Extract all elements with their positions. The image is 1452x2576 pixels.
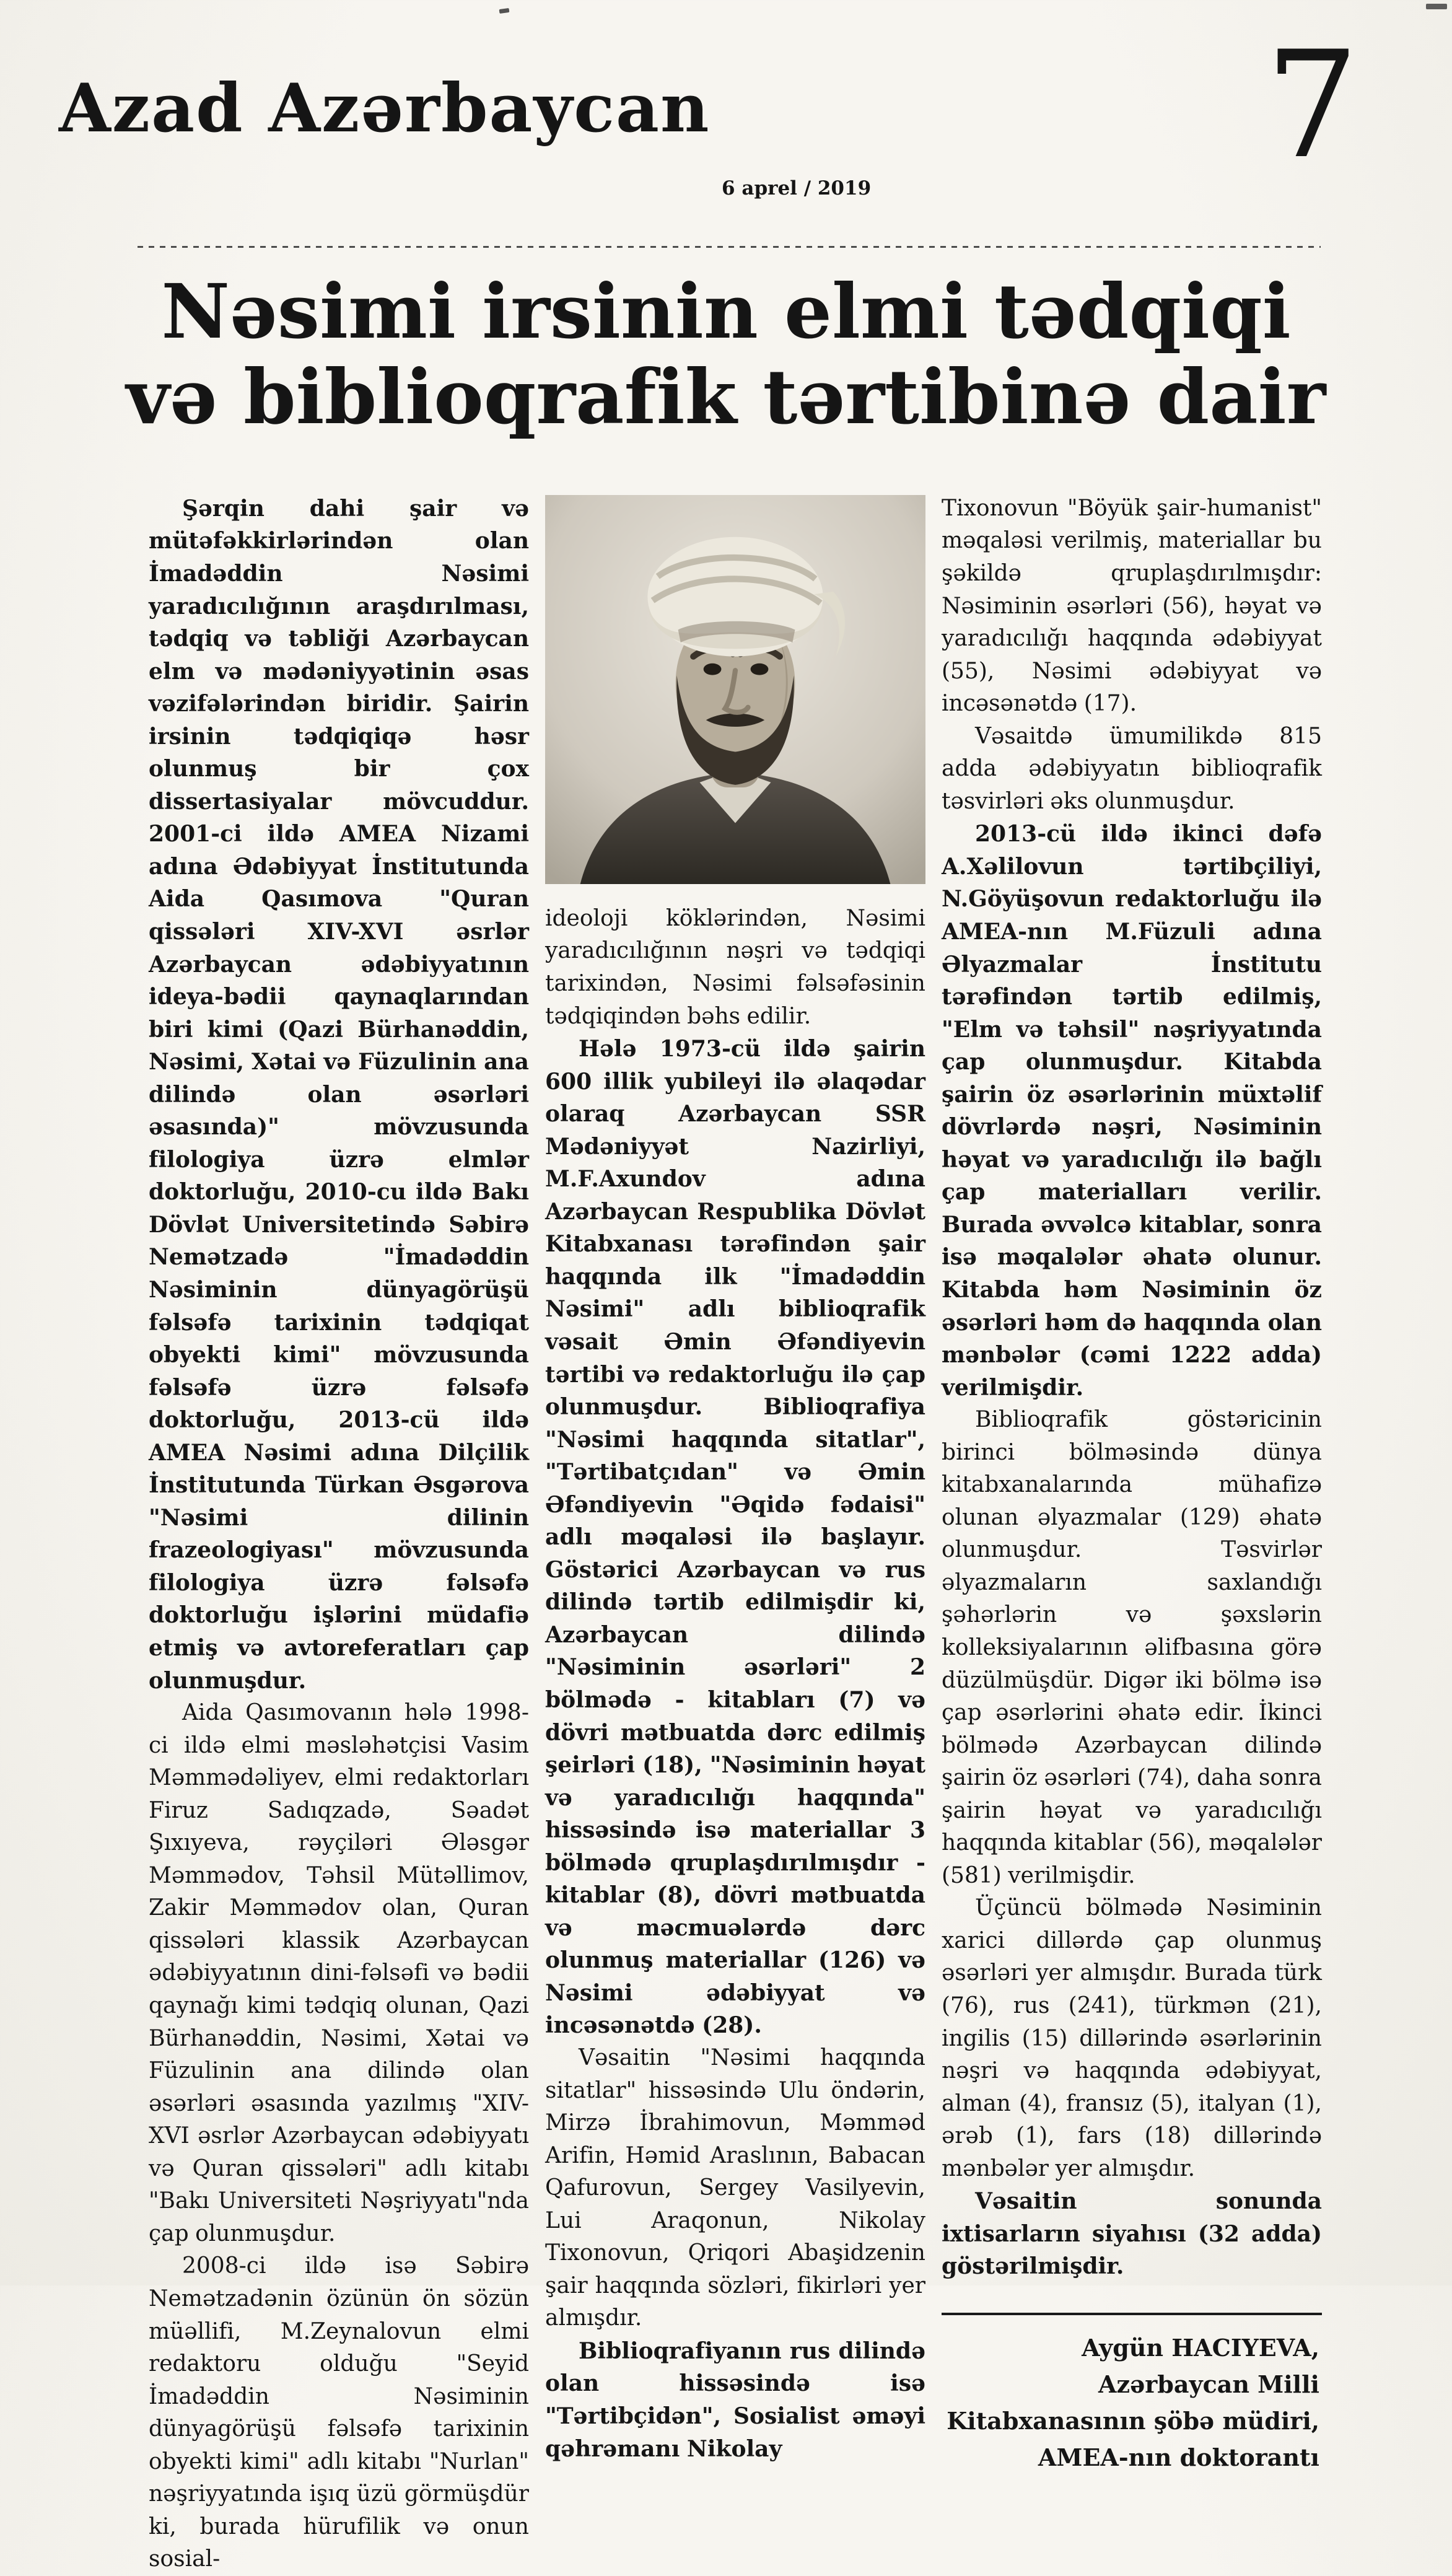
signature-line: Kitabxanasının şöbə müdiri, <box>947 2406 1319 2435</box>
nasimi-portrait-image <box>545 495 925 884</box>
article-paragraph: 2008-ci ildə isə Səbirə Nemətzadənin özünün ön sözün müəllifi, M.Zeynalovun elmi redaktoru olduğu "Seyid İmadəddin Nəsiminin dünyagörüşü fəlsəfə tarixinin obyekti kimi" adlı kitabı "Nurlan" nəşriyyatında işıq üzü görmüşdür ki, burada hürufilik və onun sosial- <box>149 2253 529 2572</box>
author-signature <box>942 2330 1322 2476</box>
newspaper-masthead: Azad Azərbaycan <box>59 69 711 147</box>
article-body <box>149 493 1322 2576</box>
article-column-1 <box>149 493 529 2576</box>
signature-block <box>942 2313 1322 2476</box>
signature-line: Azərbaycan Milli <box>1098 2370 1319 2398</box>
article-headline <box>25 269 1427 440</box>
header-divider <box>138 246 1321 248</box>
headline-line-2: və biblioqrafik tərtibinə dair <box>126 352 1326 441</box>
article-paragraph: ideoloji köklərindən, Nəsimi yaradıcılığının nəşri və tədqiqi tarixindən, Nəsimi fəlsəfəsinin tədqiqindən bəhs edilir. <box>545 905 925 1029</box>
article-column-3-text <box>942 493 1322 2283</box>
article-paragraph: Biblioqrafik göstəricinin birinci bölməsində dünya kitabxanalarında mühafizə olunan əlyazmalar (129) əhatə olunmuşdur. Təsvirlər əlyazmaların saxlandığı şəhərlərin və şəxslərin kolleksiyalarının əlifbasına görə düzülmüşdür. Digər iki bölmə isə çap əsərlərini əhatə edir. İkinci bölmədə Azərbaycan dilində şairin öz əsərləri (74), daha sonra şairin həyat və yaradıcılığı haqqında kitablar (56), məqalələr (581) verilmişdir. <box>942 1407 1322 1888</box>
signature-divider <box>942 2313 1322 2315</box>
article-paragraph: Biblioqrafiyanın rus dilində olan hissəsində isə "Tərtibçidən", Sosialist əməyi qəhrəmanı Nikolay <box>545 2337 925 2462</box>
article-paragraph: Hələ 1973-cü ildə şairin 600 illik yubileyi ilə əlaqədar olaraq Azərbaycan SSR Mədəniyyət Nazirliyi, M.F.Axundov adına Azərbaycan Respublika Dövlət Kitabxanası tərəfindən şair haqqında ilk "İmadəddin Nəsimi" adlı biblioqrafik vəsait Əmin Əfəndiyevin tərtibi və redaktorluğu ilə çap olunmuşdur. Biblioqrafiya "Nəsimi haqqında sitatlar", "Tərtibatçıdan" və Əmin Əfəndiyevin "Əqidə fədaisi" adlı məqaləsi ilə başlayır. Göstərici Azərbaycan və rus dilində tərtib edilmişdir ki, Azərbaycan dilində "Nəsiminin əsərləri" 2 bölmədə - kitabları (7) və dövri mətbuatda dərc edilmiş şeirləri (18), "Nəsiminin həyat və yaradıcılığı haqqında" hissəsində isə materiallar 3 bölmədə qruplaşdırılmışdır - kitablar (8), dövri mətbuatda və məcmuələrdə dərc olunmuş materiallar (126) və Nəsimi ədəbiyyat və incəsənətdə (28). <box>545 1036 925 2039</box>
article-paragraph: Vəsaitdə ümumilikdə 815 adda ədəbiyyatın biblioqrafik təsvirləri əks olunmuşdur. <box>942 723 1322 814</box>
article-paragraph: Üçüncü bölmədə Nəsiminin xarici dillərdə çap olunmuş əsərləri yer almışdır. Burada türk (76), rus (241), türkmən (21), ingilis (15) dillərində əsərlərinin nəşri və haqqında ədəbiyyat, alman (4), fransız (5), italyan (1), ərəb (1), fars (18) dillərində mənbələr yer almışdır. <box>942 1895 1322 2181</box>
signature-line: Aygün HACIYEVA, <box>1082 2333 1319 2362</box>
article-column-2 <box>545 493 925 2465</box>
article-column-3 <box>942 493 1322 2476</box>
article-paragraph: Aida Qasımovanın hələ 1998-ci ildə elmi məsləhətçisi Vasim Məmmədəliyev, elmi redaktorları Firuz Sadıqzadə, Səadət Şıxıyeva, rəyçiləri Ələsgər Məmmədov, Təhsil Mütəllimov, Zakir Məmmədov olan, Quran qissələri klassik Azərbaycan ədəbiyyatının dini-fəlsəfi və bədii qaynağı kimi tədqiq olunan, Qazi Bürhanəddin, Nəsimi, Xətai və Füzulinin ana dilində olan əsərləri əsasında yazılmış "XIV-XVI əsrlər Azərbaycan ədəbiyyatı və Quran qissələri" adlı kitabı "Bakı Universiteti Nəşriyyatı"nda çap olunmuşdur. <box>149 1700 529 2246</box>
article-column-2-text <box>545 903 925 2465</box>
portrait-illustration <box>545 495 925 884</box>
page-header <box>0 0 1452 248</box>
article-paragraph: Vəsaitin sonunda ixtisarların siyahısı (32 adda) göstərilmişdir. <box>942 2188 1322 2280</box>
signature-line: AMEA-nın doktorantı <box>1038 2443 1319 2471</box>
article-paragraph: Şərqin dahi şair və mütəfəkkirlərindən olan İmadəddin Nəsimi yaradıcılığının araşdırılması, tədqiq və təbliği Azərbaycan elm və mədəniyyətinin əsas vəzifələrindən biridir. Şairin irsinin tədqiqiqə həsr olunmuş bir çox dissertasiyalar mövcuddur. 2001-ci ildə AMEA Nizami adına Ədəbiyyat İnstitutunda Aida Qasımova "Quran qissələri XIV-XVI əsrlər Azərbaycan ədəbiyyatının ideya-bədii qaynaqlarından biri kimi (Qazi Bürhanəddin, Nəsimi, Xətai və Füzulinin ana dilində olan əsərləri əsasında)" mövzusunda filologiya üzrə elmlər doktorluğu, 2010-cu ildə Bakı Dövlət Universitetində Səbirə Nemətzadə "İmadəddin Nəsiminin dünyagörüşü fəlsəfə tarixinin tədqiqat obyekti kimi" mövzusunda fəlsəfə üzrə fəlsəfə doktorluğu, 2013-cü ildə AMEA Nəsimi adına Dilçilik İnstitutunda Türkan Əsgərova "Nəsimi dilinin frazeologiyası" mövzusunda filologiya üzrə fəlsəfə doktorluğu işlərini müdafiə etmiş və avtoreferatları çap olunmuşdur. <box>149 495 529 1694</box>
headline-line-1: Nəsimi irsinin elmi tədqiqi <box>161 267 1291 356</box>
article-paragraph: Vəsaitin "Nəsimi haqqında sitatlar" hissəsində Ulu öndərin, Mirzə İbrahimovun, Məmməd Arifin, Həmid Araslının, Babacan Qafurovun, Sergey Vasilyevin, Lui Araqonun, Nikolay Tixonovun, Qriqori Abaşidzenin şair haqqında sözləri, fikirləri yer almışdır. <box>545 2045 925 2331</box>
issue-date: 6 aprel / 2019 <box>722 177 872 199</box>
article-paragraph: 2013-cü ildə ikinci dəfə A.Xəlilovun tərtibçiliyi, N.Göyüşovun redaktorluğu ilə AMEA-nın M.Füzuli adına Əlyazmalar İnstitutu tərəfindən tərtib edilmiş, "Elm və təhsil" nəşriyyatında çap olunmuşdur. Kitabda şairin öz əsərlərinin müxtəlif dövrlərdə nəşri, Nəsiminin həyat və yaradıcılığı ilə bağlı çap materialları verilir. Burada əvvəlcə kitablar, sonra isə məqalələr əhatə olunur. Kitabda həm Nəsiminin öz əsərləri həm də haqqında olan mənbələr (cəmi 1222 adda) verilmişdir. <box>942 821 1322 1401</box>
page-number: 7 <box>1265 20 1359 191</box>
article-paragraph: Tixonovun "Böyük şair-humanist" məqaləsi verilmiş, materiallar bu şəkildə qruplaşdırılmışdır: Nəsiminin əsərləri (56), həyat və yaradıcılığı haqqında ədəbiyyat (55), Nəsimi ədəbiyyat və incəsənətdə (17). <box>942 495 1322 717</box>
